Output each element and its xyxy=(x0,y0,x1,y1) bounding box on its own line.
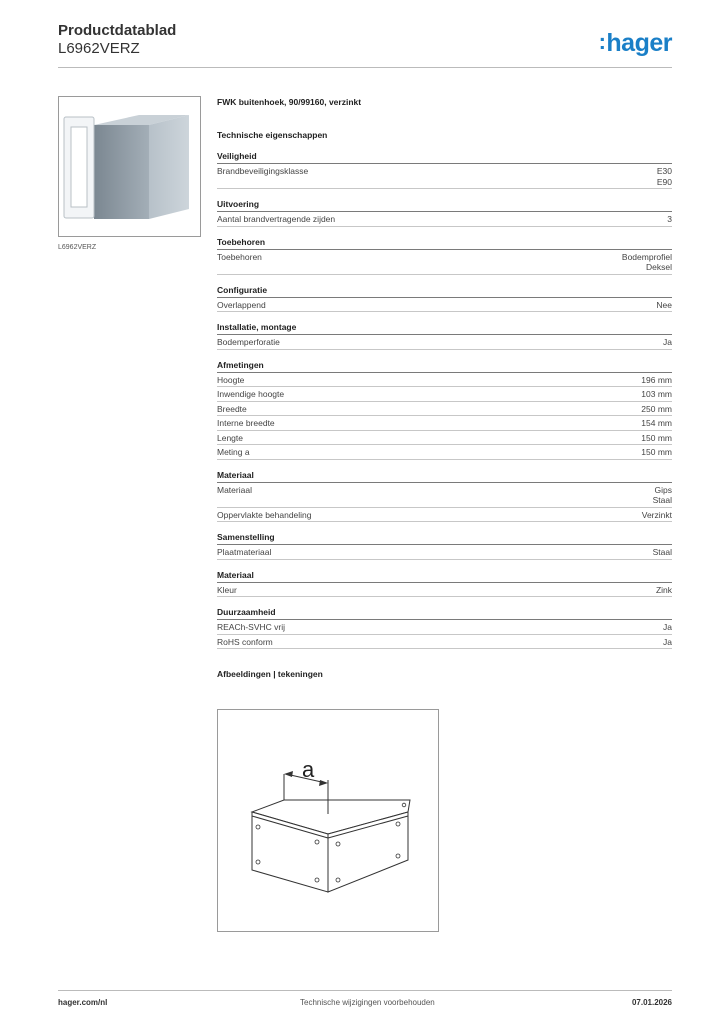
property-value xyxy=(641,389,672,400)
property-label: Hoogte xyxy=(217,374,245,385)
section-title: Samenstelling xyxy=(217,530,672,545)
photo-caption: L6962VERZ xyxy=(58,244,97,251)
property-value-line: Ja xyxy=(663,622,672,632)
property-value-line: Nee xyxy=(656,299,672,310)
property-section xyxy=(217,149,672,189)
property-value-line: E90 xyxy=(656,176,672,187)
property-value-line: 250 mm xyxy=(641,403,672,414)
property-value-line: E30 xyxy=(656,166,672,176)
drawings-heading: Afbeeldingen | tekeningen xyxy=(217,669,323,679)
property-value-line: 150 mm xyxy=(641,447,672,457)
property-value-line: 3 xyxy=(667,214,672,224)
section-title: Materiaal xyxy=(217,468,672,483)
property-value xyxy=(656,300,672,311)
property-value-line: Zink xyxy=(655,584,672,595)
footer-date: 07.01.2026 xyxy=(631,998,672,1007)
property-label: Brandbeveiligingsklasse xyxy=(217,166,309,176)
property-label: REACh-SVHC vrij xyxy=(217,622,286,632)
property-row xyxy=(217,635,672,650)
property-label: Interne breedte xyxy=(217,418,275,428)
property-section xyxy=(217,283,672,313)
property-label: Plaatmateriaal xyxy=(217,547,272,557)
property-value-line: Ja xyxy=(663,337,672,347)
property-label: Aantal brandvertragende zijden xyxy=(217,214,336,224)
section-title: Uitvoering xyxy=(217,197,672,212)
property-label: Meting a xyxy=(217,447,250,457)
property-row xyxy=(217,445,672,460)
property-value xyxy=(641,375,672,386)
property-label: RoHS conform xyxy=(217,636,273,647)
property-value xyxy=(663,337,672,348)
property-row xyxy=(217,164,672,189)
property-row xyxy=(217,416,672,431)
property-label: Lengte xyxy=(217,432,243,443)
property-value xyxy=(667,214,672,225)
property-value-line: 150 mm xyxy=(641,432,672,443)
section-title: Configuratie xyxy=(217,283,672,298)
property-label: Materiaal xyxy=(217,484,252,495)
property-value xyxy=(657,166,672,187)
property-row xyxy=(217,402,672,417)
section-title: Toebehoren xyxy=(217,235,672,250)
property-section xyxy=(217,468,672,523)
property-row xyxy=(217,335,672,350)
technical-drawing xyxy=(217,709,439,932)
property-row xyxy=(217,483,672,508)
property-value-line: 154 mm xyxy=(641,418,672,428)
footer-divider xyxy=(58,990,672,991)
product-sku: L6962VERZ xyxy=(58,40,140,57)
property-row xyxy=(217,298,672,313)
document-header xyxy=(58,22,176,58)
fire-duct-corner-image xyxy=(59,97,200,236)
property-value xyxy=(656,585,672,596)
property-section xyxy=(217,530,672,560)
dimension-a-label: a xyxy=(302,757,315,782)
property-value xyxy=(641,404,672,415)
header-divider xyxy=(58,67,672,68)
property-value xyxy=(641,433,672,444)
property-section xyxy=(217,605,672,649)
property-section xyxy=(217,358,672,460)
property-label: Inwendige hoogte xyxy=(217,389,285,399)
property-row xyxy=(217,250,672,275)
property-value-line: Verzinkt xyxy=(641,509,672,520)
hager-logo: :hager xyxy=(598,29,672,57)
property-value xyxy=(663,622,672,633)
property-row xyxy=(217,508,672,523)
product-photo xyxy=(58,96,201,237)
corner-dimension-drawing xyxy=(218,710,438,931)
property-row xyxy=(217,545,672,560)
property-value-line: Staal xyxy=(652,547,672,557)
property-row xyxy=(217,212,672,227)
properties-table xyxy=(217,149,672,649)
property-row xyxy=(217,373,672,388)
property-value xyxy=(653,485,672,506)
property-value-line: 196 mm xyxy=(641,374,672,385)
property-label: Bodemperforatie xyxy=(217,337,280,347)
footer-notice: Technische wijzigingen voorbehouden xyxy=(300,998,435,1007)
property-value-line: Ja xyxy=(663,636,672,647)
property-row xyxy=(217,620,672,635)
product-description: FWK buitenhoek, 90/99160, verzinkt xyxy=(217,97,362,107)
property-label: Toebehoren xyxy=(217,251,262,262)
footer-website-link[interactable]: hager.com/nl xyxy=(58,998,108,1007)
section-title: Veiligheid xyxy=(217,149,672,164)
property-value xyxy=(622,252,672,273)
property-value-line: Staal xyxy=(652,495,672,505)
document-title: Productdatablad xyxy=(58,22,177,39)
property-label: Kleur xyxy=(217,584,237,595)
property-value-line: 103 mm xyxy=(641,389,672,399)
property-value-line: Bodemprofiel xyxy=(621,251,672,262)
section-title: Duurzaamheid xyxy=(217,605,672,620)
property-row xyxy=(217,583,672,598)
property-value xyxy=(641,418,672,429)
property-value xyxy=(642,510,672,521)
property-section xyxy=(217,568,672,598)
section-title: Afmetingen xyxy=(217,358,672,373)
properties-heading: Technische eigenschappen xyxy=(217,130,328,140)
property-row xyxy=(217,431,672,446)
property-row xyxy=(217,387,672,402)
property-value xyxy=(653,547,672,558)
property-value-line: Gips xyxy=(654,484,672,495)
property-value xyxy=(663,637,672,648)
property-value-line: Deksel xyxy=(646,262,672,272)
property-label: Overlappend xyxy=(217,299,266,310)
section-title: Installatie, montage xyxy=(217,320,672,335)
property-section xyxy=(217,197,672,227)
property-section xyxy=(217,235,672,275)
property-section xyxy=(217,320,672,350)
product-details xyxy=(217,95,672,681)
property-label: Oppervlakte behandeling xyxy=(217,509,312,520)
section-title: Materiaal xyxy=(217,568,672,583)
property-label: Breedte xyxy=(217,403,247,414)
property-value xyxy=(641,447,672,458)
